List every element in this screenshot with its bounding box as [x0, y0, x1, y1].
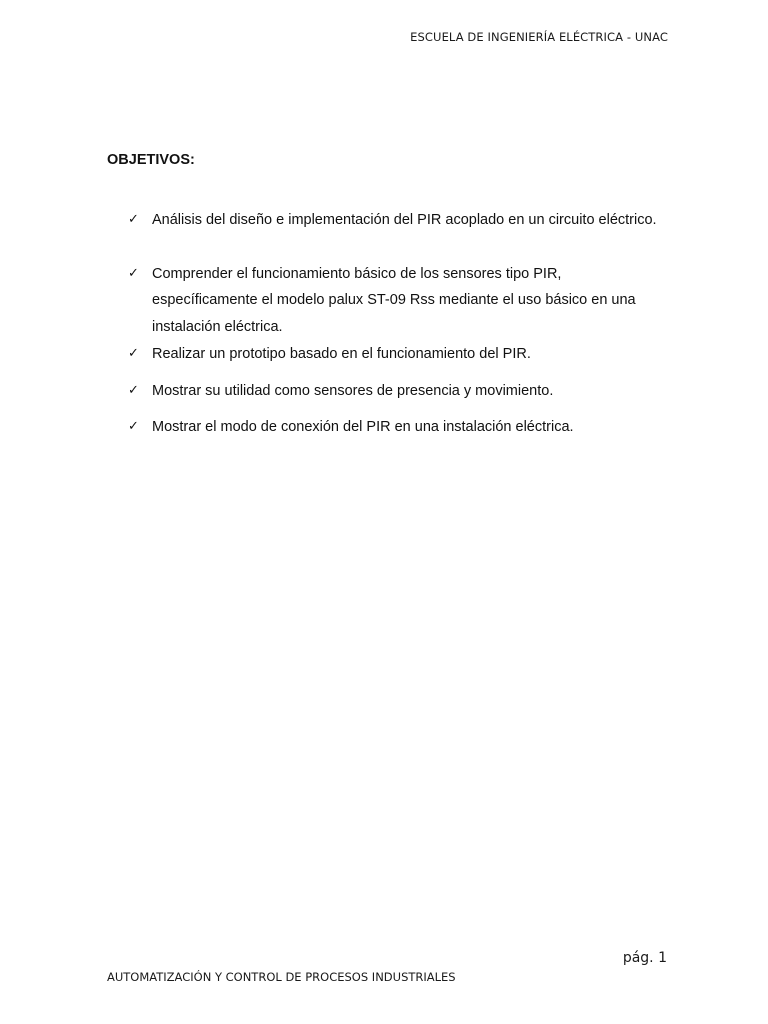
section-title: OBJETIVOS: — [107, 152, 195, 168]
check-icon: ✓ — [128, 212, 139, 227]
objective-text-3: Realizar un prototipo basado en el funcionamiento del PIR. — [152, 345, 531, 362]
objective-item-3 — [128, 341, 668, 368]
objective-item-2 — [128, 261, 668, 341]
objective-text-4: Mostrar su utilidad como sensores de presencia y movimiento. — [152, 382, 554, 399]
objective-text-1: Análisis del diseño e implementación del PIR acoplado en un circuito eléctrico. — [152, 212, 657, 228]
page-number: pág. 1 — [622, 950, 667, 966]
check-icon: ✓ — [128, 265, 139, 281]
objective-item-4 — [128, 378, 668, 405]
objective-text-5: Mostrar el modo de conexión del PIR en una instalación eléctrica. — [152, 419, 574, 436]
page-footer: AUTOMATIZACIÓN Y CONTROL DE PROCESOS INDUSTRIALES — [107, 970, 456, 984]
objective-item-5 — [128, 414, 668, 441]
check-icon: ✓ — [128, 419, 139, 435]
objective-text-2: Comprender el funcionamiento básico de los sensores tipo PIR, específicamente el modelo palux ST-09 Rss mediante el uso básico en una instalación eléctrica. — [152, 265, 636, 336]
objectives-list — [128, 207, 668, 441]
page-header: ESCUELA DE INGENIERÍA ELÉCTRICA - UNAC — [410, 30, 668, 44]
objective-item-1 — [128, 207, 668, 234]
check-icon: ✓ — [128, 382, 139, 398]
check-icon: ✓ — [128, 345, 139, 361]
